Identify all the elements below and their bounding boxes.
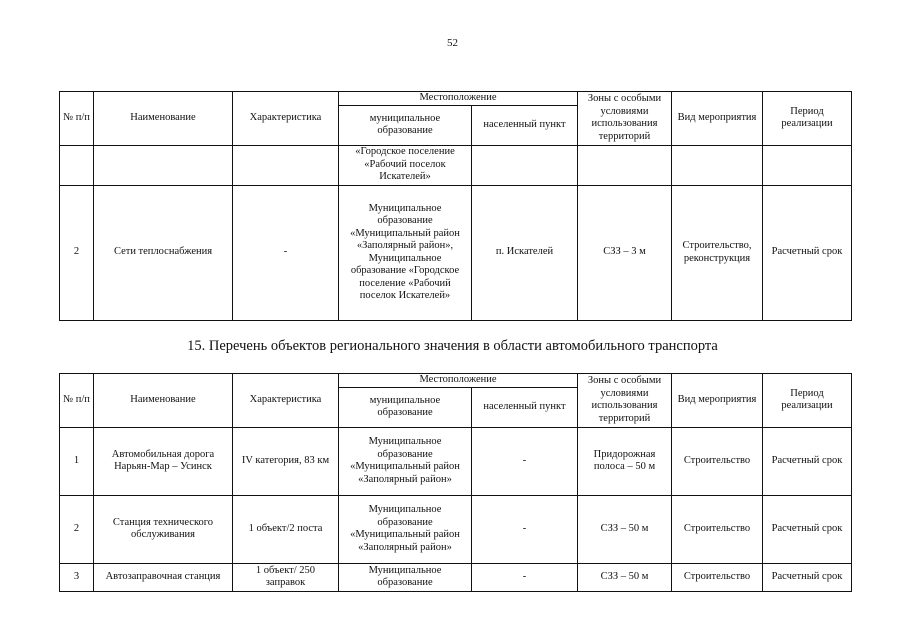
cell-settlement bbox=[472, 145, 578, 185]
header-activity: Вид мероприятия bbox=[672, 92, 763, 146]
cell-characteristic: 1 объект/2 поста bbox=[233, 495, 339, 563]
header-period: Период реализации bbox=[763, 374, 852, 428]
cell-characteristic bbox=[233, 145, 339, 185]
table-heating-networks bbox=[59, 91, 852, 321]
cell-zones: Придорожная полоса – 50 м bbox=[578, 427, 672, 495]
cell-characteristic: 1 объект/ 250 заправок bbox=[233, 563, 339, 591]
header-activity: Вид мероприятия bbox=[672, 374, 763, 428]
header-num: № п/п bbox=[60, 92, 94, 146]
header-municipality: муниципальное образование bbox=[339, 387, 472, 427]
cell-activity: Строительство bbox=[672, 495, 763, 563]
cell-characteristic: - bbox=[233, 185, 339, 320]
cell-settlement: - bbox=[472, 563, 578, 591]
table-row bbox=[60, 427, 852, 495]
cell-zones bbox=[578, 145, 672, 185]
table-row bbox=[60, 563, 852, 591]
cell-period: Расчетный срок bbox=[763, 563, 852, 591]
header-period: Период реализации bbox=[763, 92, 852, 146]
cell-num bbox=[60, 145, 94, 185]
cell-period: Расчетный срок bbox=[763, 427, 852, 495]
header-num: № п/п bbox=[60, 374, 94, 428]
cell-settlement: - bbox=[472, 427, 578, 495]
cell-period bbox=[763, 145, 852, 185]
cell-municipality: Муниципальное образование bbox=[339, 563, 472, 591]
header-zones: Зоны с особыми условиями использования территорий bbox=[578, 92, 672, 146]
cell-num: 2 bbox=[60, 495, 94, 563]
header-name: Наименование bbox=[94, 92, 233, 146]
cell-zones: СЗЗ – 50 м bbox=[578, 495, 672, 563]
cell-name: Автомобильная дорога Нарьян-Мар – Усинск bbox=[94, 427, 233, 495]
cell-municipality: Муниципальное образование «Муниципальный район «Заполярный район», Муниципальное образование «Городское поселение «Рабочий поселок Искателей» bbox=[339, 185, 472, 320]
cell-activity: Строительство bbox=[672, 563, 763, 591]
table-row bbox=[60, 495, 852, 563]
cell-period: Расчетный срок bbox=[763, 185, 852, 320]
cell-settlement: п. Искателей bbox=[472, 185, 578, 320]
header-location: Местоположение bbox=[339, 374, 578, 388]
cell-municipality: Муниципальное образование «Муниципальный район «Заполярный район» bbox=[339, 427, 472, 495]
cell-period: Расчетный срок bbox=[763, 495, 852, 563]
page-number: 52 bbox=[447, 37, 458, 49]
cell-zones: СЗЗ – 3 м bbox=[578, 185, 672, 320]
cell-name: Сети теплоснабжения bbox=[94, 185, 233, 320]
header-settlement: населенный пункт bbox=[472, 387, 578, 427]
cell-zones: СЗЗ – 50 м bbox=[578, 563, 672, 591]
cell-activity: Строительство, реконструкция bbox=[672, 185, 763, 320]
header-location: Местоположение bbox=[339, 92, 578, 106]
header-settlement: населенный пункт bbox=[472, 105, 578, 145]
cell-name bbox=[94, 145, 233, 185]
header-characteristic: Характеристика bbox=[233, 374, 339, 428]
table-road-transport bbox=[59, 373, 852, 592]
cell-num: 1 bbox=[60, 427, 94, 495]
cell-municipality: «Городское поселение «Рабочий поселок Искателей» bbox=[339, 145, 472, 185]
table-row bbox=[60, 185, 852, 320]
cell-activity bbox=[672, 145, 763, 185]
cell-activity: Строительство bbox=[672, 427, 763, 495]
header-municipality: муниципальное образование bbox=[339, 105, 472, 145]
cell-name: Автозаправочная станция bbox=[94, 563, 233, 591]
header-zones: Зоны с особыми условиями использования территорий bbox=[578, 374, 672, 428]
table-row bbox=[60, 145, 852, 185]
header-characteristic: Характеристика bbox=[233, 92, 339, 146]
header-name: Наименование bbox=[94, 374, 233, 428]
section-title: 15. Перечень объектов регионального значения в области автомобильного транспорта bbox=[187, 338, 718, 354]
cell-characteristic: IV категория, 83 км bbox=[233, 427, 339, 495]
cell-settlement: - bbox=[472, 495, 578, 563]
cell-name: Станция технического обслуживания bbox=[94, 495, 233, 563]
cell-municipality: Муниципальное образование «Муниципальный район «Заполярный район» bbox=[339, 495, 472, 563]
cell-num: 3 bbox=[60, 563, 94, 591]
cell-num: 2 bbox=[60, 185, 94, 320]
